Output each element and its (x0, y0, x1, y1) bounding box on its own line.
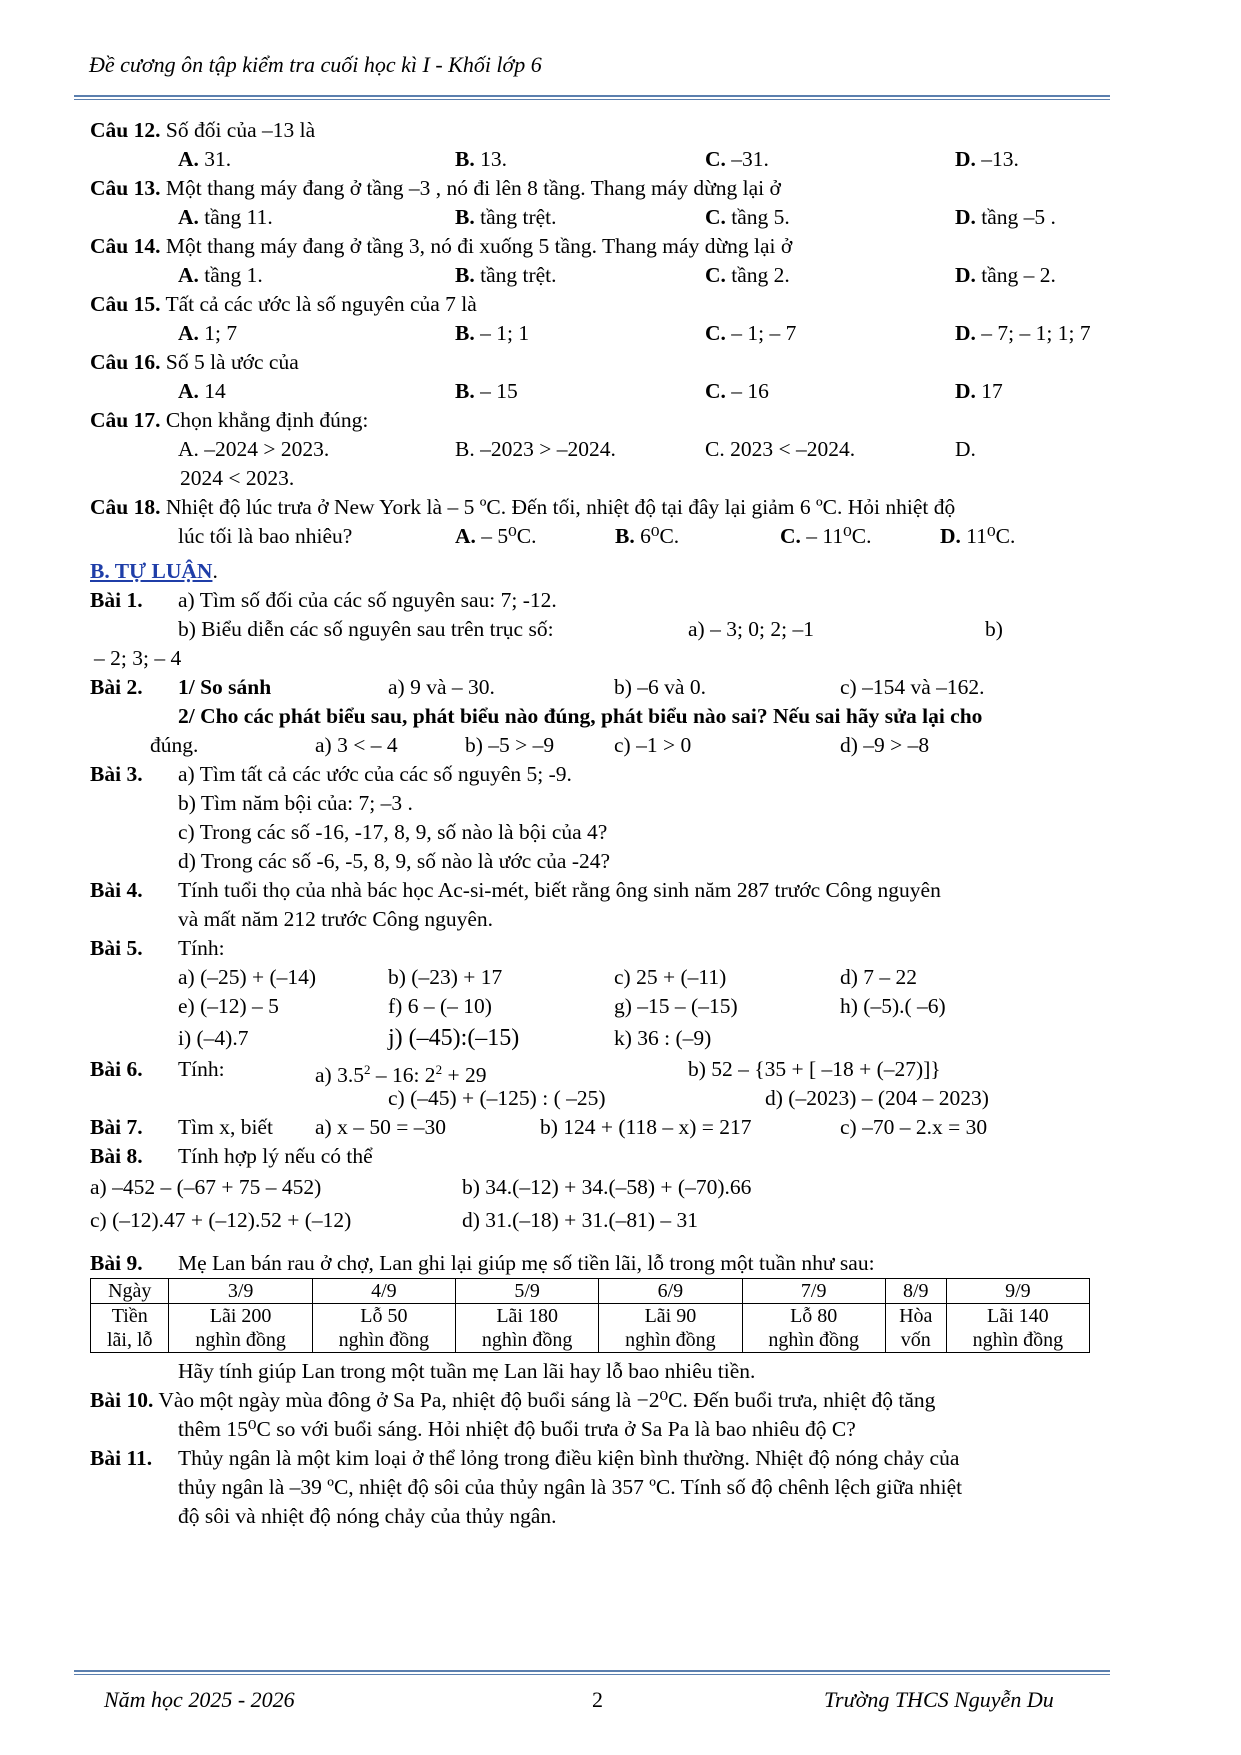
bai5-item: a) (–25) + (–14) (178, 965, 317, 989)
q14-option-a: tầng 1. (204, 263, 263, 287)
q13-option-a: tầng 11. (204, 205, 273, 229)
q17-text: Chọn khẳng định đúng: (165, 408, 369, 432)
cell-line: nghìn đồng (972, 1329, 1064, 1351)
bai3-d-text: d) Trong các số -6, -5, 8, 9, số nào là ước của -24? (178, 849, 611, 873)
table-header-cell: 7/9 (742, 1279, 885, 1304)
bai2-part1 (90, 673, 1130, 702)
table-row (91, 1304, 1090, 1353)
q12-option-c: –31. (731, 147, 769, 171)
q13-option-c: tầng 5. (731, 205, 790, 229)
bai11-label: Bài 11. (90, 1446, 153, 1470)
bai7 (90, 1113, 1130, 1142)
cell-line: vốn (900, 1329, 931, 1351)
table-header-cell: 6/9 (599, 1279, 742, 1304)
table-header-cell: 3/9 (169, 1279, 312, 1304)
bai5-row1 (90, 963, 1130, 992)
letter-d: D. (955, 321, 976, 345)
q16-stem (90, 348, 1130, 377)
letter-a: A. (178, 147, 199, 171)
cell-line: Lỗ 50 (360, 1305, 408, 1327)
q18-option-b: 6⁰C. (640, 524, 680, 548)
bai3-c-text: c) Trong các số -16, -17, 8, 9, số nào là bội của 4? (178, 820, 608, 844)
table-header-cell: 8/9 (885, 1279, 946, 1304)
bai1-b-a: a) – 3; 0; 2; –1 (688, 617, 814, 641)
letter-a: A. (178, 205, 199, 229)
bai9-intro-text: Mẹ Lan bán rau ở chợ, Lan ghi lại giúp mẹ số tiền lãi, lỗ trong một tuần như sau: (178, 1251, 875, 1275)
bai5-item: h) (–5).( –6) (840, 994, 946, 1018)
letter-b: B. (455, 437, 475, 461)
bai6-label: Bài 6. (90, 1057, 143, 1081)
table-cell (91, 1304, 169, 1353)
bai5-item: i) (–4).7 (178, 1026, 249, 1050)
bai11-l2 (90, 1473, 1130, 1502)
letter-c: C. (705, 147, 726, 171)
bai1-b-b: b) (985, 617, 1003, 641)
q18-option-a: – 5⁰C. (481, 524, 537, 548)
letter-d: D. (955, 205, 976, 229)
bai1-a (90, 586, 1130, 615)
bai2-p1a: a) 9 và – 30. (388, 675, 495, 699)
bai7-label: Bài 7. (90, 1115, 143, 1139)
q17-options (90, 435, 1130, 464)
letter-a: A. (178, 437, 199, 461)
letter-a: A. (178, 263, 199, 287)
bai5-item: f) 6 – (– 10) (388, 994, 492, 1018)
bai3-d (90, 847, 1130, 876)
bai2-part2-items (90, 731, 1130, 760)
bai2-p2c: c) –1 > 0 (614, 733, 692, 757)
q14-label: Câu 14. (90, 234, 161, 258)
bai5-item: g) –15 – (–15) (614, 994, 738, 1018)
q17-option-d (90, 464, 1130, 493)
page-number: 2 (592, 1687, 603, 1712)
bai11-text: Thủy ngân là một kim loại ở thể lỏng trong điều kiện bình thường. Nhiệt độ nóng chảy của (178, 1446, 960, 1470)
q18-options (90, 522, 1130, 551)
bai2-part2 (90, 702, 1130, 731)
cell-line: nghìn đồng (481, 1329, 573, 1351)
q13-option-b: tầng trệt. (480, 205, 557, 229)
q16-option-d: 17 (981, 379, 1003, 403)
bai3-b (90, 789, 1130, 818)
q17-option-c: 2023 < –2024. (730, 437, 856, 461)
bai9-label: Bài 9. (90, 1251, 143, 1275)
bai4-l2 (90, 905, 1130, 934)
table-cell (312, 1304, 455, 1353)
bai2-p2d: d) –9 > –8 (840, 733, 930, 757)
q12-option-a: 31. (204, 147, 232, 171)
bai6-b: b) 52 – {35 + [ –18 + (–27)]} (688, 1057, 941, 1081)
q12-option-b: 13. (480, 147, 507, 171)
bai4-l1 (90, 876, 1130, 905)
letter-c: C. (705, 205, 726, 229)
bai10-text-cont: thêm 15⁰C so với buổi sáng. Hỏi nhiệt độ buổi trưa ở Sa Pa là bao nhiêu độ C? (178, 1417, 856, 1441)
q14-option-c: tầng 2. (731, 263, 790, 287)
bai3-b-text: b) Tìm năm bội của: 7; –3 . (178, 791, 413, 815)
bai8-c: c) (–12).47 + (–12).52 + (–12) (90, 1208, 352, 1232)
bai5-item: e) (–12) – 5 (178, 994, 279, 1018)
cell-line: Lãi 140 (987, 1305, 1049, 1327)
bai7-b: b) 124 + (118 – x) = 217 (540, 1115, 752, 1139)
cell-line: lãi, lỗ (106, 1329, 153, 1351)
letter-b: B. (455, 205, 475, 229)
q13-text: Một thang máy đang ở tầng –3 , nó đi lên 8 tầng. Thang máy dừng lại ở (165, 176, 781, 200)
q13-option-d: tầng –5 . (981, 205, 1056, 229)
q13-stem (90, 174, 1130, 203)
letter-a: A. (455, 524, 476, 548)
bai3-label: Bài 3. (90, 762, 143, 786)
bai2-p2w: đúng. (150, 733, 199, 757)
bai1-a-text: a) Tìm số đối của các số nguyên sau: 7; -12. (178, 588, 557, 612)
letter-b: B. (615, 524, 635, 548)
bai10-l1 (90, 1386, 1130, 1415)
letter-b: B. (455, 321, 475, 345)
bai8-row2 (90, 1204, 1130, 1237)
bai2-label: Bài 2. (90, 675, 143, 699)
q16-option-a: 14 (204, 379, 226, 403)
q16-options (90, 377, 1130, 406)
bai3-c (90, 818, 1130, 847)
bai6-row1 (90, 1055, 1130, 1088)
cell-line: nghìn đồng (195, 1329, 286, 1351)
letter-d: D. (955, 147, 976, 171)
bai3-a (90, 760, 1130, 789)
letter-c: C. (705, 321, 726, 345)
q12-options (90, 145, 1130, 174)
cell-line: nghìn đồng (768, 1329, 859, 1351)
bai9-table (90, 1278, 1090, 1353)
table-header-cell: Ngày (91, 1279, 169, 1304)
q14-stem (90, 232, 1130, 261)
table-header-cell: 9/9 (946, 1279, 1089, 1304)
letter-d: D. (955, 437, 976, 461)
footer-year: Năm học 2025 - 2026 (104, 1687, 295, 1712)
bai5-intro-text: Tính: (178, 936, 225, 960)
letter-d: D. (955, 379, 976, 403)
cell-line: Lãi 200 (209, 1305, 272, 1327)
q14-option-d: tầng – 2. (981, 263, 1056, 287)
bai5-row3 (90, 1021, 1130, 1055)
cell-line: nghìn đồng (338, 1329, 430, 1351)
q18-text: Nhiệt độ lúc trưa ở New York là – 5 ºC. Đến tối, nhiệt độ tại đây lại giảm 6 ºC. Hỏi nhiệt độ (165, 495, 956, 519)
bai11-l3 (90, 1502, 1130, 1531)
bai1-b-cont (90, 644, 1130, 673)
q18-stem (90, 493, 1130, 522)
bai10-label: Bài 10. (90, 1388, 154, 1412)
q18-option-c: – 11⁰C. (806, 524, 872, 548)
q16-text: Số 5 là ước của (165, 350, 299, 374)
q14-options (90, 261, 1130, 290)
cell-line: Hòa (899, 1305, 933, 1327)
bai6-a: a) $3.5^2 - 16$: $2^2 + 29$ (315, 1062, 487, 1088)
q18-text-cont: lúc tối là bao nhiêu? (178, 524, 353, 548)
table-row (91, 1279, 1090, 1304)
bai7-a: a) x – 50 = –30 (315, 1115, 446, 1139)
letter-b: B. (455, 379, 475, 403)
q17-label: Câu 17. (90, 408, 161, 432)
table-header-cell: 5/9 (456, 1279, 599, 1304)
q16-option-b: – 15 (480, 379, 518, 403)
table-header-cell: 4/9 (312, 1279, 455, 1304)
header-rule (74, 95, 1110, 100)
q17-stem (90, 406, 1130, 435)
q16-label: Câu 16. (90, 350, 161, 374)
bai5-item: c) 25 + (–11) (614, 965, 727, 989)
q15-options (90, 319, 1130, 348)
section-b: B. TỰ LUẬN. (90, 559, 218, 583)
letter-b: B. (455, 263, 475, 287)
q15-option-b: – 1; 1 (480, 321, 530, 345)
bai4-text: Tính tuổi thọ của nhà bác học Ac-si-mét, biết rằng ông sinh năm 287 trước Công nguyên (178, 878, 941, 902)
bai5-item: d) 7 – 22 (840, 965, 918, 989)
bai11-l1 (90, 1444, 1130, 1473)
bai8-d: d) 31.(–18) + 31.(–81) – 31 (462, 1208, 699, 1232)
bai11-text-cont: thủy ngân là –39 ºC, nhiệt độ sôi của thủy ngân là 357 ºC. Tính số độ chênh lệch giữa nhiệt (178, 1475, 963, 1499)
bai8-row1 (90, 1171, 1130, 1204)
bai7-intro: Tìm x, biết (178, 1115, 273, 1139)
bai6-row2 (90, 1084, 1130, 1113)
letter-c: C. (780, 524, 801, 548)
cell-line: Tiền (111, 1305, 148, 1327)
bai5-item: k) 36 : (–9) (614, 1026, 712, 1050)
bai6-intro: Tính: (178, 1057, 225, 1081)
table-cell (169, 1304, 312, 1353)
bai2-p1c: c) –154 và –162. (840, 675, 985, 699)
footer-rule (74, 1670, 1110, 1675)
cell-line: Lãi 90 (644, 1305, 697, 1327)
cell-line: nghìn đồng (625, 1329, 716, 1351)
bai5-item: b) (–23) + 17 (388, 965, 503, 989)
bai2-p2a: a) 3 < – 4 (315, 733, 398, 757)
bai4-label: Bài 4. (90, 878, 143, 902)
bai2-p2: 2/ Cho các phát biểu sau, phát biểu nào đúng, phát biểu nào sai? Nếu sai hãy sửa lại cho (178, 704, 983, 728)
bai1-b-text: b) Biểu diễn các số nguyên sau trên trục số: (178, 617, 554, 641)
bai1-label: Bài 1. (90, 588, 143, 612)
q15-label: Câu 15. (90, 292, 161, 316)
cell-line: Lãi 180 (496, 1305, 558, 1327)
bai7-c: c) –70 – 2.x = 30 (840, 1115, 988, 1139)
q12-option-d: –13. (981, 147, 1019, 171)
bai9-intro (90, 1249, 1130, 1278)
q13-label: Câu 13. (90, 176, 161, 200)
letter-b: B. (455, 147, 475, 171)
bai4-text-cont: và mất năm 212 trước Công nguyên. (178, 907, 494, 931)
bai6-d: d) (–2023) – (204 – 2023) (765, 1086, 989, 1110)
bai3-a-text: a) Tìm tất cả các ước của các số nguyên 5; -9. (178, 762, 572, 786)
letter-a: A. (178, 379, 199, 403)
bai5-item: j) (–45):(–15) (388, 1025, 520, 1051)
q13-options (90, 203, 1130, 232)
bai1-b (90, 615, 1130, 644)
q12-text: Số đối của –13 là (165, 118, 316, 142)
q15-text: Tất cả các ước là số nguyên của 7 là (165, 292, 477, 316)
q15-option-c: – 1; – 7 (731, 321, 797, 345)
bai2-p2b: b) –5 > –9 (465, 733, 555, 757)
bai10-l2 (90, 1415, 1130, 1444)
bai8-intro (90, 1142, 1130, 1171)
table-cell (885, 1304, 946, 1353)
bai2-p1: 1/ So sánh (178, 675, 272, 699)
bai9-question (90, 1357, 1130, 1386)
bai2-p1b: b) –6 và 0. (614, 675, 706, 699)
q18-option-d: 11⁰C. (966, 524, 1016, 548)
q18-label: Câu 18. (90, 495, 161, 519)
q14-text: Một thang máy đang ở tầng 3, nó đi xuống 5 tầng. Thang máy dừng lại ở (165, 234, 793, 258)
bai8-a: a) –452 – (–67 + 75 – 452) (90, 1175, 322, 1199)
bai8-label: Bài 8. (90, 1144, 143, 1168)
q17-option-d-text: 2024 < 2023. (180, 466, 295, 490)
bai9-question-text: Hãy tính giúp Lan trong một tuần mẹ Lan lãi hay lỗ bao nhiêu tiền. (178, 1359, 756, 1383)
document-header: Đề cương ôn tập kiểm tra cuối học kì I - Khối lớp 6 (89, 52, 542, 77)
bai11-text-cont: độ sôi và nhiệt độ nóng chảy của thủy ngân. (178, 1504, 557, 1528)
q15-stem (90, 290, 1130, 319)
q15-option-d: – 7; – 1; 1; 7 (981, 321, 1091, 345)
table-cell (456, 1304, 599, 1353)
q12-stem (90, 116, 1130, 145)
q12-label: Câu 12. (90, 118, 161, 142)
letter-d: D. (955, 263, 976, 287)
letter-a: A. (178, 321, 199, 345)
bai8-intro-text: Tính hợp lý nếu có thể (178, 1144, 373, 1168)
q16-option-c: – 16 (731, 379, 769, 403)
cell-line: Lỗ 80 (790, 1305, 838, 1327)
q14-option-b: tầng trệt. (480, 263, 557, 287)
bai1-b-cont-text: – 2; 3; – 4 (94, 646, 182, 670)
bai5-label: Bài 5. (90, 936, 143, 960)
q15-option-a: 1; 7 (204, 321, 238, 345)
bai6-c: c) (–45) + (–125) : ( –25) (388, 1086, 606, 1110)
bai10-text: Vào một ngày mùa đông ở Sa Pa, nhiệt độ buổi sáng là −2⁰C. Đến buổi trưa, nhiệt độ tăng (158, 1388, 936, 1412)
table-cell (946, 1304, 1089, 1353)
letter-c: C. (705, 379, 726, 403)
page-content (90, 116, 1130, 1531)
table-cell (599, 1304, 742, 1353)
letter-c: C. (705, 263, 726, 287)
letter-c: C. (705, 437, 725, 461)
bai5-intro (90, 934, 1130, 963)
table-cell (742, 1304, 885, 1353)
footer-school: Trường THCS Nguyễn Du (824, 1687, 1054, 1712)
bai5-row2 (90, 992, 1130, 1021)
q17-option-a: –2024 > 2023. (204, 437, 330, 461)
bai8-b: b) 34.(–12) + 34.(–58) + (–70).66 (462, 1175, 752, 1199)
letter-d: D. (940, 524, 961, 548)
section-b-title: B. TỰ LUẬN (90, 559, 213, 583)
q17-option-b: –2023 > –2024. (480, 437, 616, 461)
